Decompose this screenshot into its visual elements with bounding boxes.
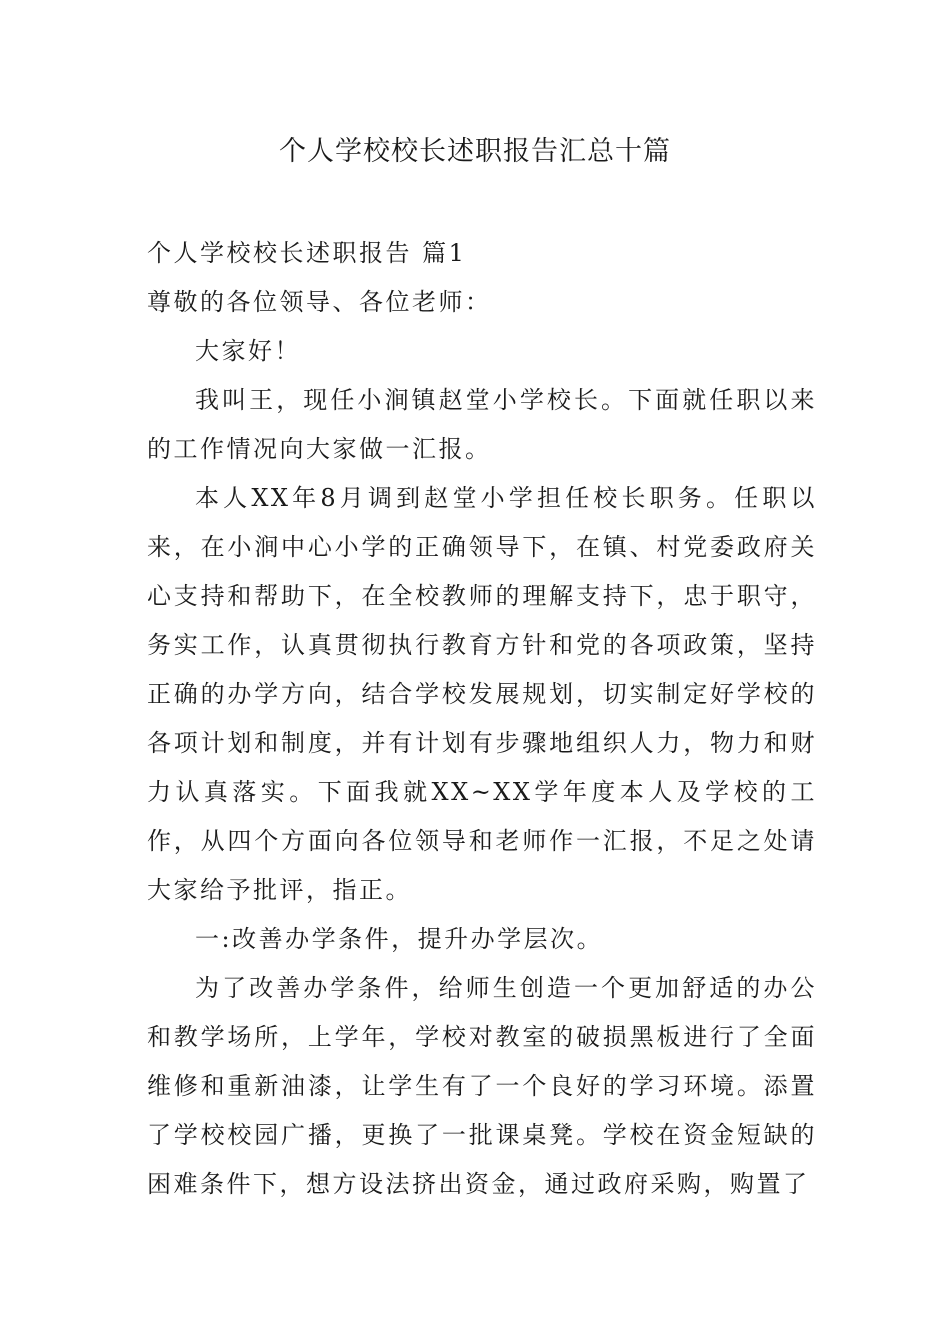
document-title: 个人学校校长述职报告汇总十篇 [279,136,671,167]
paragraph-overview: 本人XX年8月调到赵堂小学担任校长职务。任职以来，在小涧中心小学的正确领导下，在镇、村党委政府关心支持和帮助下，在全校教师的理解支持下，忠于职守，务实工作，认真贯彻执行教育方针和党的各项政策，坚持正确的办学方向，结合学校发展规划，切实制定好学校的各项计划和制度，并有计划有步骤地组织人力，物力和财力认真落实。下面我就XX~XX学年度本人及学校的工作，从四个方面向各位领导和老师作一汇报，不足之处请大家给予批评，指正。 [147,484,817,904]
paragraph-introduction: 我叫王，现任小涧镇赵堂小学校长。下面就任职以来的工作情况向大家做一汇报。 [147,386,817,463]
salutation: 尊敬的各位领导、各位老师： [147,288,492,316]
paragraph-greeting: 大家好！ [195,337,301,365]
paragraph-section-one-body: 为了改善办学条件，给师生创造一个更加舒适的办公和教学场所，上学年，学校对教室的破损黑板进行了全面维修和重新油漆，让学生有了一个良好的学习环境。添置了学校校园广播，更换了一批课桌凳。学校在资金短缺的困难条件下，想方设法挤出资金，通过政府采购，购置了 [147,974,817,1198]
section-heading: 个人学校校长述职报告 篇1 [147,239,467,267]
document-body [147,229,817,1209]
paragraph-section-one-heading: 一:改善办学条件，提升办学层次。 [195,925,604,953]
